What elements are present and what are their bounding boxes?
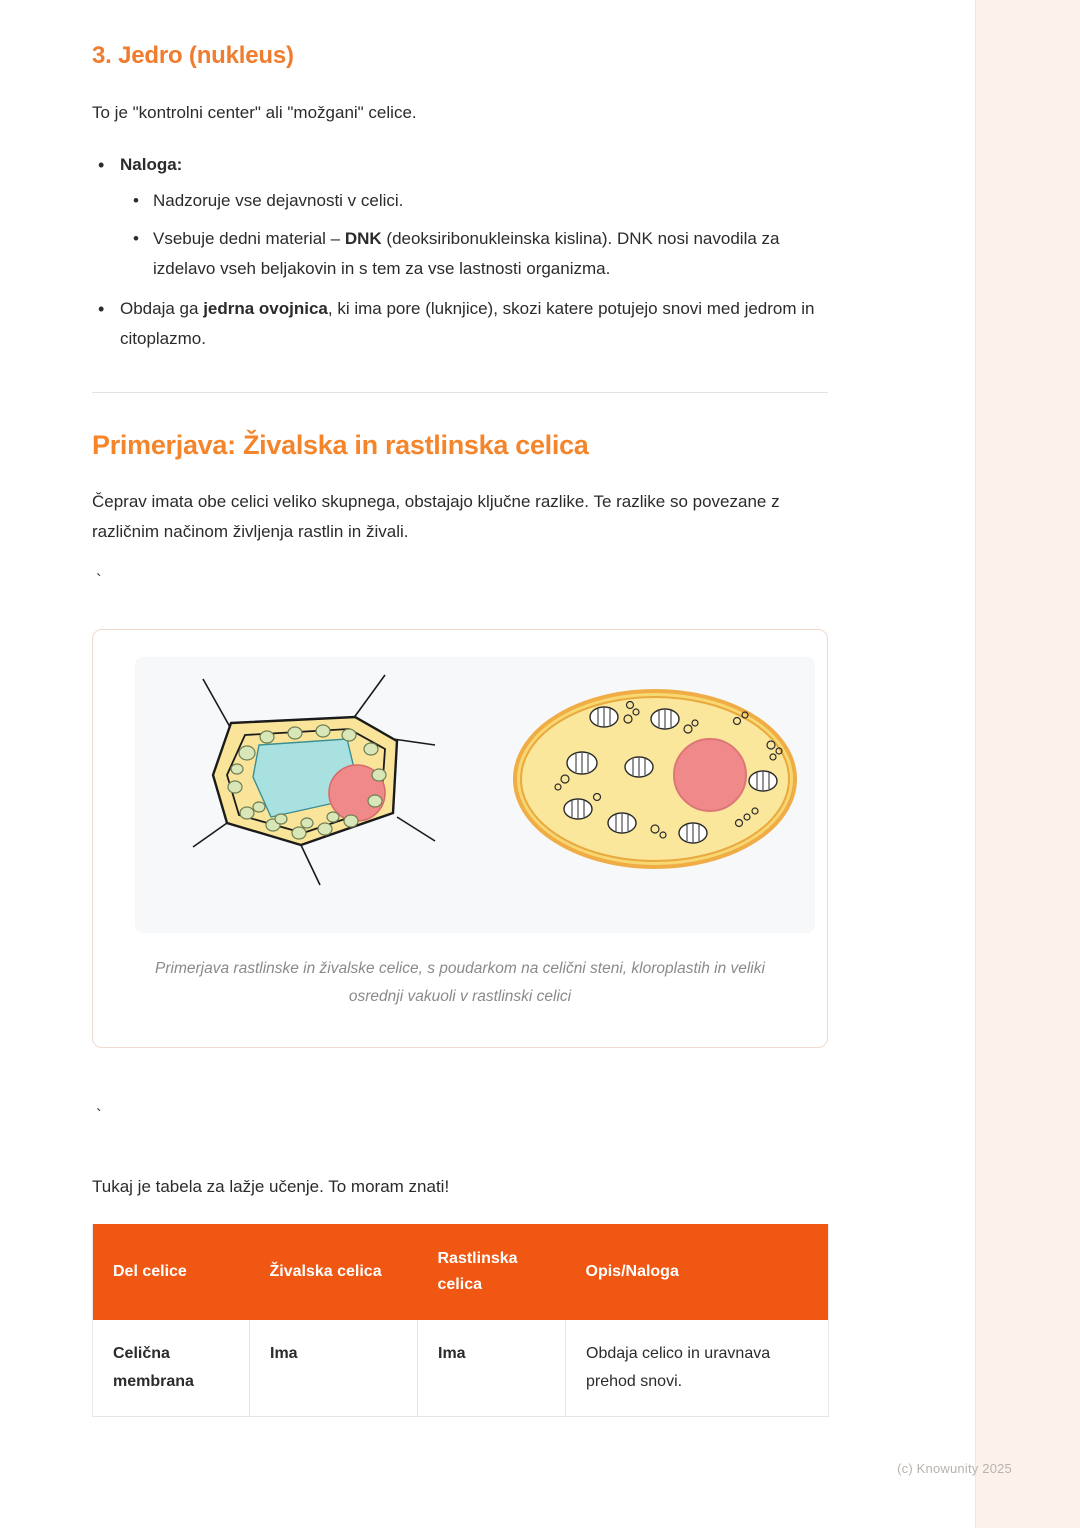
bullet-label-naloga: Naloga:	[120, 155, 183, 174]
table-header-cell-plant: Rastlinska celica	[418, 1224, 566, 1320]
table-cell-description: Obdaja celico in uravnava prehod snovi.	[566, 1320, 829, 1417]
list-item: • Vsebuje dedni material – DNK (deoksiribonukleinska kislina). DNK nosi navodila za izdelavo vseh beljakovin in s tem za vse lastnosti organizma.	[153, 224, 828, 284]
right-margin-strip	[975, 0, 1080, 1528]
figure-card	[92, 629, 828, 1048]
nucleus-bullet-list	[92, 150, 828, 354]
document-content	[92, 40, 828, 1417]
page-title-comparison: Primerjava: Živalska in rastlinska celica	[92, 430, 589, 460]
table-header-cell-description: Opis/Naloga	[566, 1224, 829, 1320]
table-cell-part: Celična membrana	[93, 1320, 250, 1417]
table-header-cell-animal: Živalska celica	[250, 1224, 418, 1320]
comparison-paragraph: Čeprav imata obe celici veliko skupnega, obstajajo ključne razlike. Te razlike so povezane z različnim načinom življenja rastlin in živali.	[92, 492, 780, 541]
list-item: • Nadzoruje vse dejavnosti v celici.	[153, 186, 828, 216]
list-item	[120, 150, 828, 284]
table-lead-in-text: Tukaj je tabela za lažje učenje. To moram znati!	[92, 1177, 450, 1196]
nucleus-intro-paragraph: To je "kontrolni center" ali "možgani" celice.	[92, 103, 417, 122]
section-divider	[92, 392, 828, 393]
table-cell-plant: Ima	[418, 1320, 566, 1417]
table-row	[93, 1320, 829, 1417]
list-item: • Obdaja ga jedrna ovojnica, ki ima pore (luknjice), skozi katere potujejo snovi med jedrom in citoplazmo.	[120, 294, 828, 354]
cell-comparison-illustration	[135, 657, 815, 933]
section-heading-nucleus: 3. Jedro (nukleus)	[92, 42, 294, 69]
figure-caption: Primerjava rastlinske in živalske celice, s poudarkom na celični steni, kloroplastih in veliki osrednji vakuoli v rastlinski celici	[155, 960, 765, 1005]
copyright-watermark: (c) Knowunity 2025	[897, 1461, 1012, 1476]
stray-backtick-1: `	[96, 571, 102, 590]
table-header-cell-part: Del celice	[93, 1224, 250, 1320]
nucleus-sub-list	[120, 186, 828, 284]
table-header-row	[93, 1224, 829, 1320]
table-cell-animal: Ima	[250, 1320, 418, 1417]
stray-backtick-2: `	[96, 1106, 102, 1125]
comparison-table	[92, 1224, 829, 1417]
